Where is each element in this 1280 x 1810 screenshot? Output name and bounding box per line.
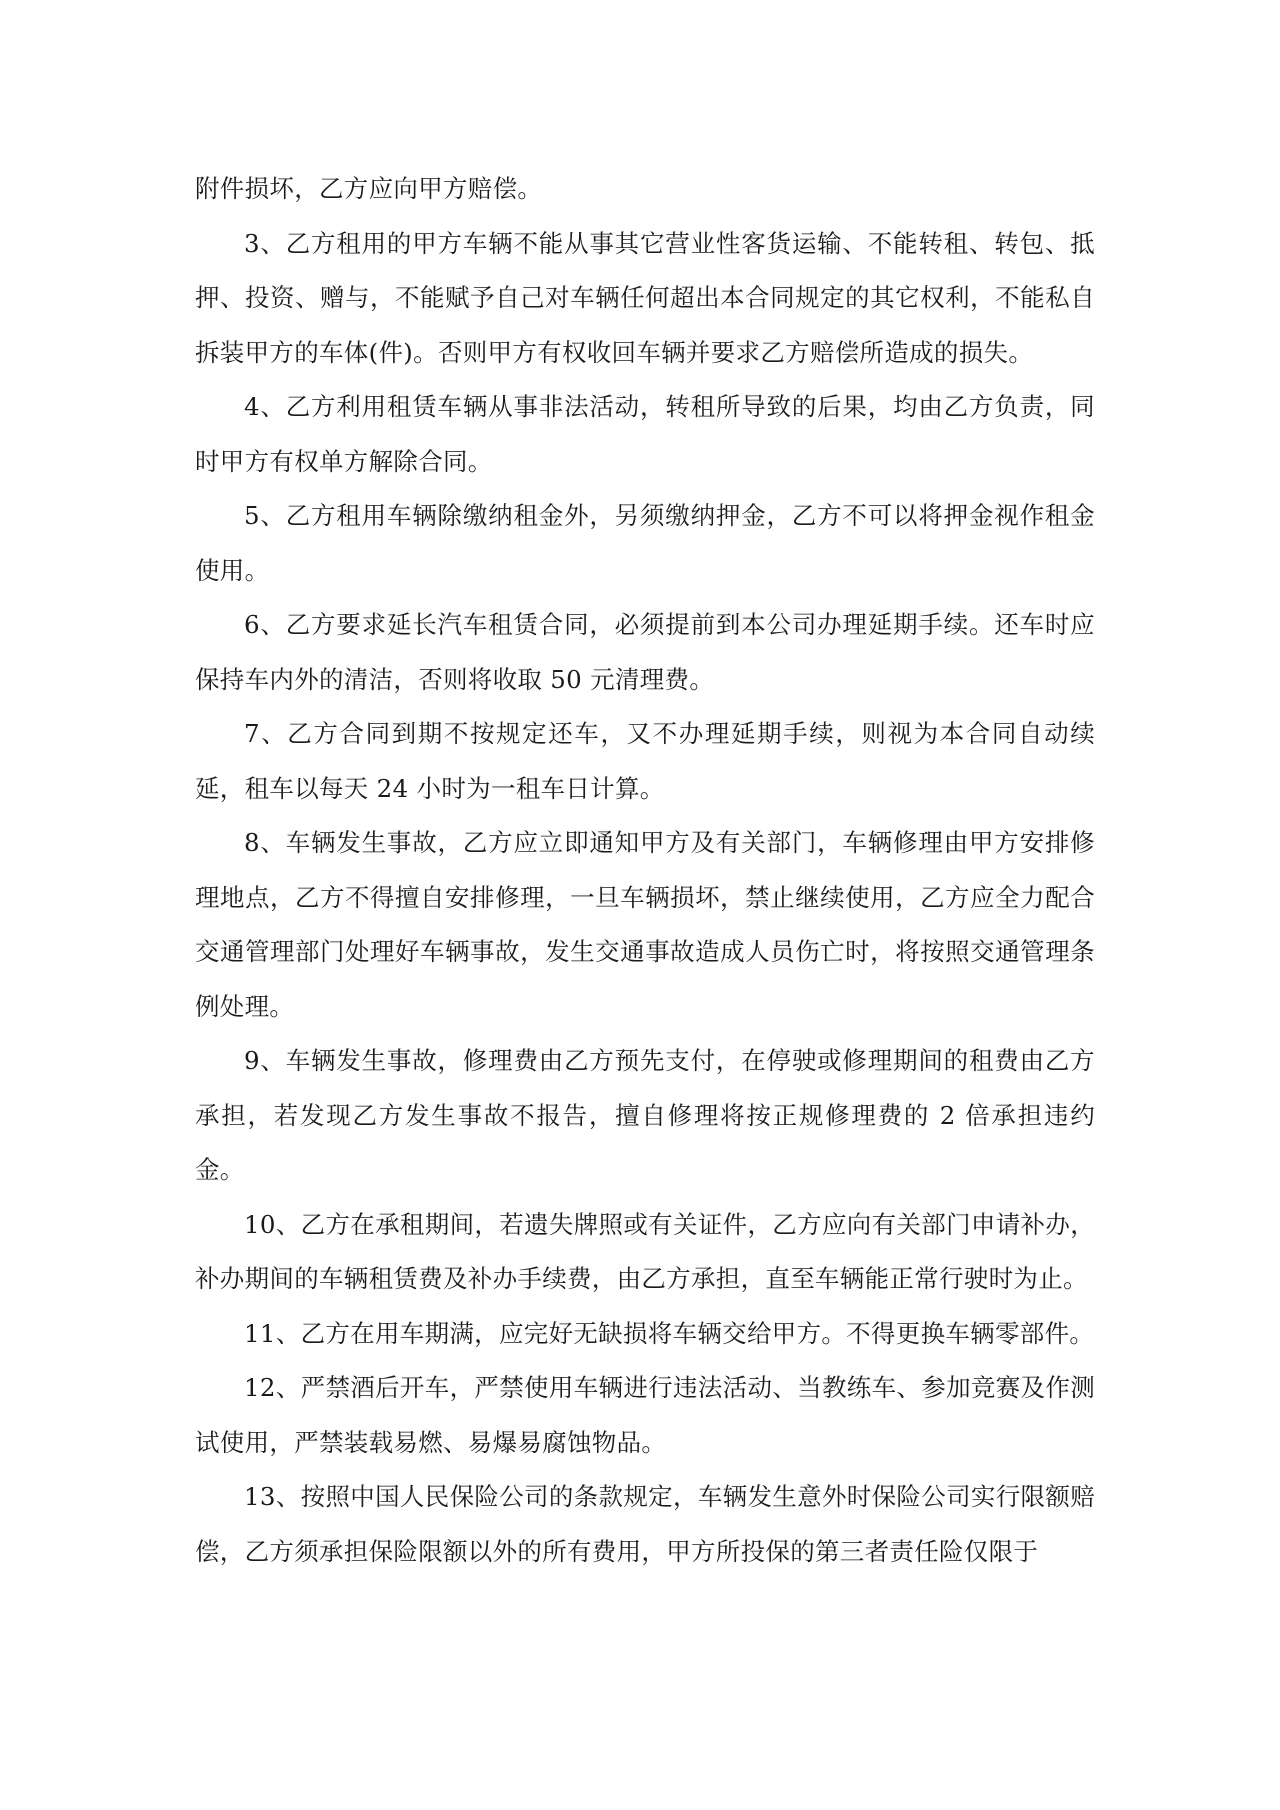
- clause-11: 11、乙方在用车期满，应完好无缺损将车辆交给甲方。不得更换车辆零部件。: [244, 1318, 1095, 1348]
- clause-8: 8、车辆发生事故，乙方应立即通知甲方及有关部门，车辆修理由甲方安排修理地点，乙方不得擅自安排修理，一旦车辆损坏，禁止继续使用，乙方应全力配合交通管理部门处理好车辆事故，发生交通事故造成人员伤亡时，将按照交通管理条例处理。: [195, 828, 1095, 1021]
- clause-6: 6、乙方要求延长汽车租赁合同，必须提前到本公司办理延期手续。还车时应保持车内外的清洁，否则将收取 50 元清理费。: [195, 610, 1095, 694]
- clause-9: 9、车辆发生事故，修理费由乙方预先支付，在停驶或修理期间的租费由乙方承担，若发现乙方发生事故不报告，擅自修理将按正规修理费的 2 倍承担违约金。: [195, 1046, 1095, 1184]
- clause-12: 12、严禁酒后开车，严禁使用车辆进行违法活动、当教练车、参加竞赛及作测试使用，严禁装载易燃、易爆易腐蚀物品。: [195, 1373, 1095, 1457]
- clause-13: 13、按照中国人民保险公司的条款规定，车辆发生意外时保险公司实行限额赔偿，乙方须承担保险限额以外的所有费用，甲方所投保的第三者责任险仅限于: [195, 1482, 1095, 1566]
- clause-10: 10、乙方在承租期间，若遗失牌照或有关证件，乙方应向有关部门申请补办，补办期间的车辆租赁费及补办手续费，由乙方承担，直至车辆能正常行驶时为止。: [195, 1209, 1095, 1293]
- paragraph-continuation: 附件损坏，乙方应向甲方赔偿。: [195, 174, 543, 203]
- document-page: [195, 162, 1095, 1579]
- clause-7: 7、乙方合同到期不按规定还车，又不办理延期手续，则视为本合同自动续延，租车以每天 24 小时为一租车日计算。: [195, 719, 1095, 803]
- clause-3: 3、乙方租用的甲方车辆不能从事其它营业性客货运输、不能转租、转包、抵押、投资、赠与，不能赋予自己对车辆任何超出本合同规定的其它权利，不能私自拆装甲方的车体(件)。否则甲方有权收回车辆并要求乙方赔偿所造成的损失。: [195, 228, 1095, 367]
- clause-5: 5、乙方租用车辆除缴纳租金外，另须缴纳押金，乙方不可以将押金视作租金使用。: [195, 501, 1095, 585]
- clause-4: 4、乙方利用租赁车辆从事非法活动，转租所导致的后果，均由乙方负责，同时甲方有权单方解除合同。: [195, 392, 1095, 476]
